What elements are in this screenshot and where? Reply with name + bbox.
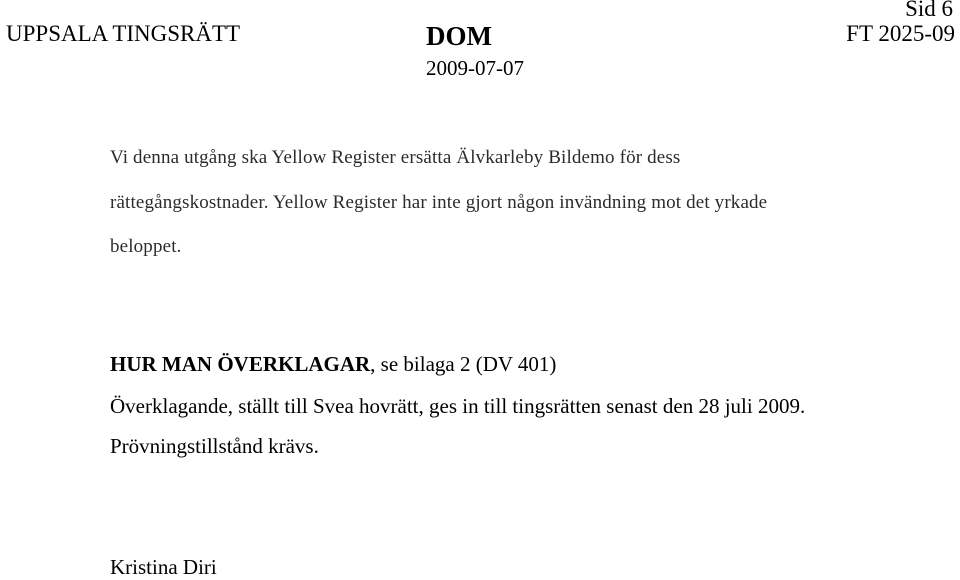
document-date: 2009-07-07 xyxy=(426,56,524,80)
appeal-heading xyxy=(110,352,556,377)
appeal-instructions: Överklagande, ställt till Svea hovrätt, ges in till tingsrätten senast den 28 juli 2009. xyxy=(110,394,806,418)
paragraph-line: rättegångskostnader. Yellow Register har inte gjort någon invändning mot det yrkade xyxy=(110,192,768,213)
litigation-costs-paragraph xyxy=(110,147,890,258)
paragraph-line: beloppet. xyxy=(110,236,182,257)
appeal-heading-title: HUR MAN ÖVERKLAGAR xyxy=(110,352,371,376)
paragraph-line: Vi denna utgång ska Yellow Register ersätta Älvkarleby Bildemo för dess xyxy=(110,147,681,168)
appeal-heading-reference: , se bilaga 2 (DV 401) xyxy=(370,352,557,376)
leave-to-appeal-note: Prövningstillstånd krävs. xyxy=(110,434,319,458)
page-number: Sid 6 xyxy=(905,0,953,21)
court-name: UPPSALA TINGSRÄTT xyxy=(6,21,241,46)
document-type: DOM xyxy=(426,21,492,51)
signatory-name: Kristina Diri xyxy=(110,555,217,579)
case-number: FT 2025-09 xyxy=(846,21,955,46)
